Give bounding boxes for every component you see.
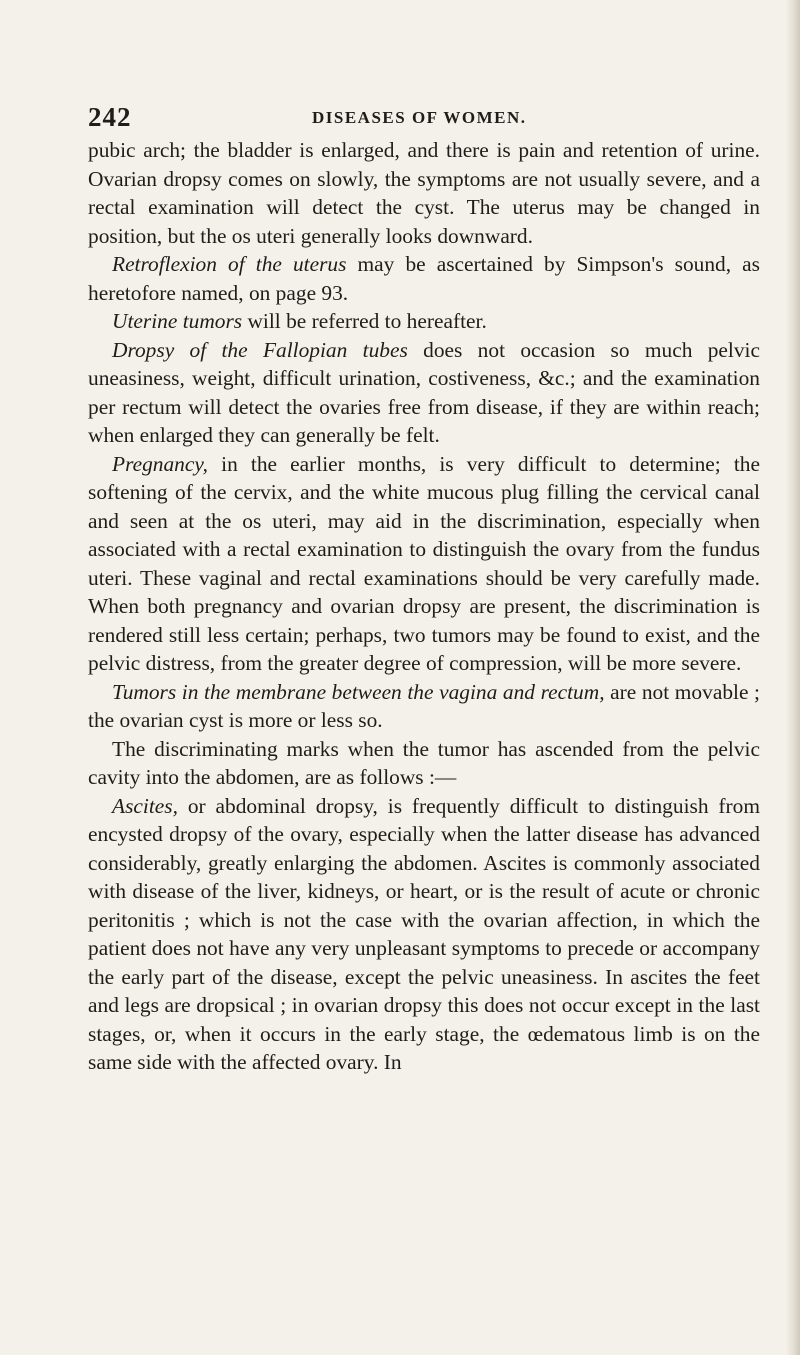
paragraph-text: The discriminating marks when the tumor has ascended from the pelvic cavity into the abdomen, are as follows :— — [88, 736, 760, 789]
paragraph-text: pubic arch; the bladder is enlarged, and there is pain and retention of urine. Ovarian dropsy comes on slowly, the symptoms are not usually severe, and a rectal examination will detect the cyst. The uterus may be changed in position, but the os uteri generally looks downward. — [88, 138, 760, 248]
paragraph-tumors-membrane — [88, 678, 760, 735]
paragraph-lead: Pregnancy, — [112, 451, 209, 476]
paragraph-text: does not occasion so much pelvic uneasiness, weight, difficult urination, costiveness, &c.; and the examination per rectum will detect the ovaries free from disease, if they are within reach; when enlarged they can generally be felt. — [88, 337, 760, 447]
paragraph-ascites — [88, 792, 760, 1077]
paragraph-text: or abdominal dropsy, is frequently difficult to distinguish from encysted dropsy of the ovary, especially when the latter disease has advanced considerably, greatly enlarging the abdomen. Ascites is commonly associated with disease of the liver, kidneys, or heart, or is the result of acute or chronic peritonitis ; which is not the case with the ovarian affection, in which the patient does not have any very unpleasant symptoms to precede or accompany the early part of the disease, except the pelvic uneasiness. In ascites the feet and legs are dropsical ; in ovarian dropsy this does not occur except in the last stages, or, when it occurs in the early stage, the œdematous limb is on the same side with the affected ovary. In — [88, 793, 760, 1074]
paragraph-retroflexion — [88, 250, 760, 307]
paragraph-discriminating-marks — [88, 735, 760, 792]
paragraph-text: are not movable ; the ovarian cyst is more or less so. — [88, 679, 760, 732]
page-number: 242 — [88, 102, 132, 132]
body-text — [88, 136, 760, 1077]
page-edge — [786, 0, 800, 1355]
paragraph-pregnancy — [88, 450, 760, 678]
paragraph-pubic-arch — [88, 136, 760, 250]
paragraph-uterine-tumors — [88, 307, 760, 336]
running-head: DISEASES OF WOMEN. — [312, 108, 527, 127]
paragraph-lead: Uterine tumors — [112, 309, 243, 333]
paragraph-text: may be ascertained by Simpson's sound, as heretofore named, on page 93. — [88, 252, 760, 305]
paragraph-text: in the earlier months, is very difficult to determine; the softening of the cervix, and the white mucous plug filling the cervical canal and seen at the os uteri, may aid in the discrimination, especially when associated with a rectal examination to distinguish the ovary from the fundus uteri. These vaginal and rectal examinations should be very carefully made. When both pregnancy and ovarian dropsy are present, the discrimination is rendered still less certain; perhaps, two tumors may be found to exist, and the pelvic distress, from the greater degree of compression, will be more severe. — [88, 451, 760, 675]
paragraph-text: will be referred to hereafter. — [242, 309, 487, 333]
paragraph-lead: Ascites, — [112, 793, 178, 818]
paragraph-lead: Retroflexion of the uterus — [112, 252, 347, 276]
paragraph-fallopian-dropsy — [88, 336, 760, 450]
paragraph-lead: Tumors in the membrane between the vagina and rectum, — [112, 679, 605, 704]
page-header — [88, 102, 760, 138]
paragraph-lead: Dropsy of the Fallopian tubes — [112, 337, 408, 362]
